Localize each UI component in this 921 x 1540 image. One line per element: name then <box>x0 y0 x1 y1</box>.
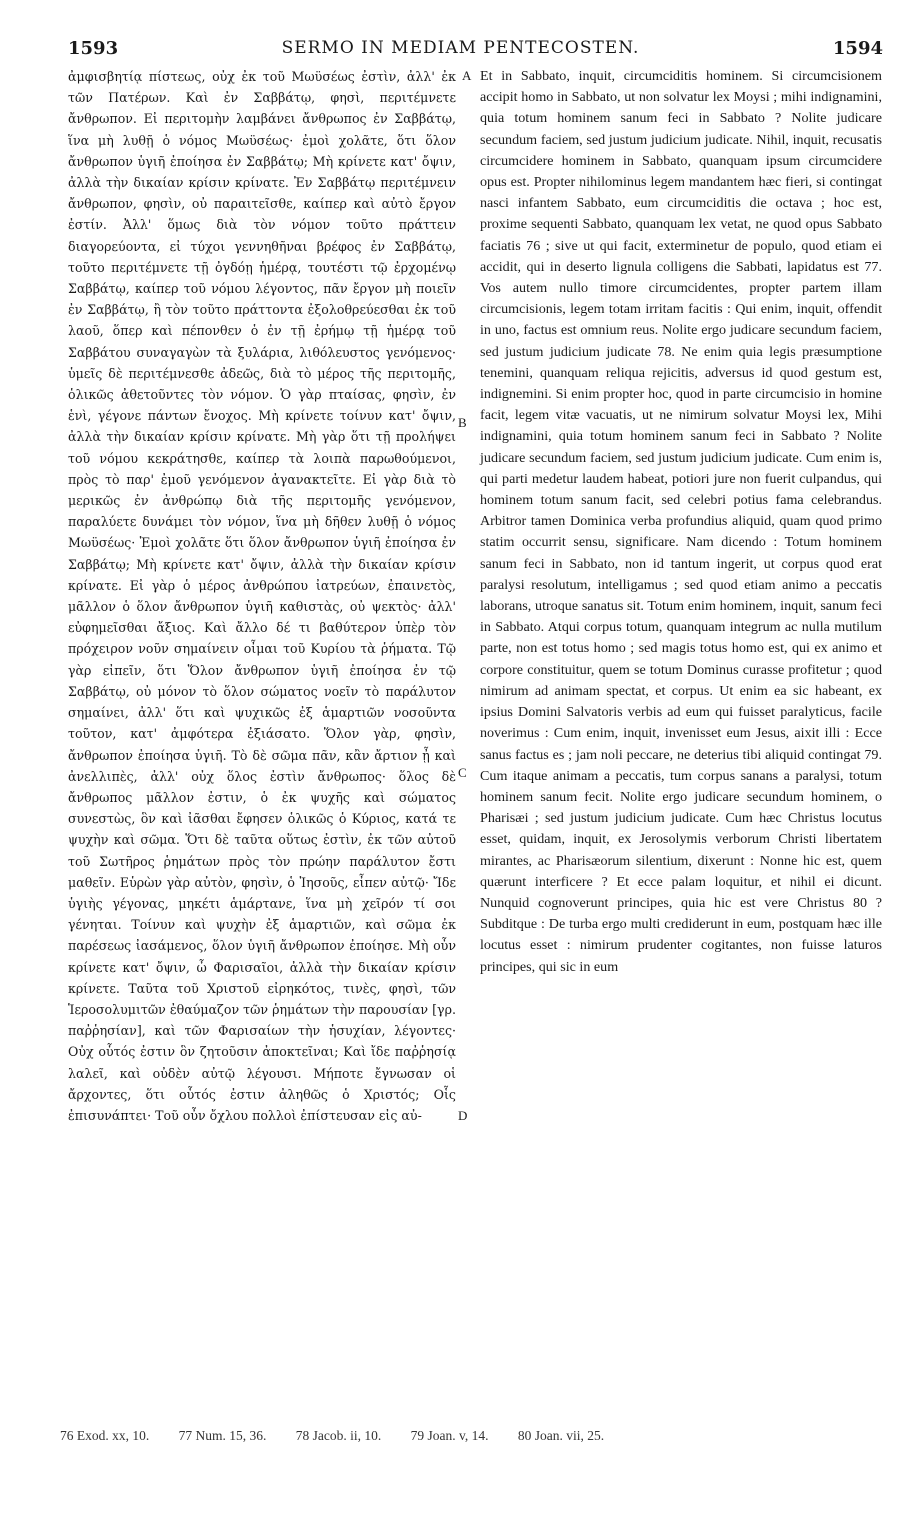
footnote: 79 Joan. v, 14. <box>410 1428 489 1443</box>
page-number-right: 1594 <box>832 38 883 59</box>
page-number-left: 1593 <box>68 38 119 59</box>
margin-mark-c: C <box>458 765 467 780</box>
footnote: 80 Joan. vii, 25. <box>517 1428 605 1443</box>
footnote: 78 Jacob. ii, 10. <box>295 1428 382 1443</box>
margin-mark-b: B <box>458 415 467 430</box>
footnote: 76 Exod. xx, 10. <box>60 1428 150 1443</box>
latin-text-column: Et in Sabbato, inquit, circumciditis hominem. Si circumcisionem accipit homo in Sabbato, ut non solvatur lex Moysi ; mihi indignamini, quia totum hominem sanum feci in Sabbato ? Nolite judicare secundum faciem, sed justum judicium judicate. Nihil, inquit, recusatis circumcidere hominem in Sabbato, quanquam ipsum circumcidere opus est. Propter nihilominus legem mandantem hæc fieri, si contingat nasci infantem Sabbato, eum circumciditis die octava ; hoc est, proxime sequenti Sabbato, quanquam lex vetat, ne quod opus Sabbato faciatis 76 ; sive ut qui facit, exterminetur de populo, quod etiam ei accidit, qui in deserto lignula colligens die Sabbati, lapidatus est 77. Vos autem nullo timore circumcidentes, propter partem illam circumcisionis, legem totam irritam facitis : Qui enim, inquit, offendit in uno, factus est omnium reus. Nolite ergo judicare secundum faciem, sed justum judicium judicate 78. Ne enim quia legis præsumptione tenemini, quanquam reliqua rejicitis, adversus id quod gestum est, indignemini. Si enim propter hoc, quod in parte circumcisio in homine facit, legem vitæ vacuatis, ut ne nimirum solvatur Moysi lex, Mihi indignamini, quia totum hominem sanum feci in Sabbato ? Nolite judicare secundum faciem, sed justum judicium judicate. Cum enim is, qui parti medetur laudem habeat, potiori jure non fuerit culpandus, qui hominem totum sanum facit, sed celebri potius fama celebrandus. Arbitror tamen Dominica verba profundius aliquid, quam quod primo statim occurrit sensu, significare. Nam dicendo : Totum hominem sanum feci in Sabbato, non id tantum ingerit, ut corpus quod erat paralysi resolutum, intelligamus ; sed quod etiam animo a peccatis laborans, utroque sanatus sit. Totum enim hominem, inquit, sanum feci in Sabbato. Atqui corpus totum, quanquam integrum ac nulla mutilum parte, non est totus homo ; sed magis totus homo est, qui ex animo et corpore constituitur, quem se totum Dominus curasse profitetur ; quod nimirum ad animam spectat, et corpus. Ut enim ea sic habeant, ex ipsius Domini Salvatoris verbis ad eum qui fuisset paralyticus, facile noverimus : Cum enim, inquit, invenisset eum Jesus, aixit illi : Ecce sanus factus es ; jam noli peccare, ne deterius tibi aliquid contingat 79. Cum itaque animam a peccatis, tum corpus sanans a paralysi, totum hominem sanum fecit. Nolite ergo judicare secundum hominem, o Pharisæi ; sed justum judicium judicate. Cum hæc Christus locutus esset, quidam, inquit, ex Jerosolymis verborum Christi libertatem mirantes, ac Pharisæorum silentium, dixerunt : Nonne hic est, quem quærunt interficere ? Et ecce palam loquitur, et nihil ei dicunt. Nunquid cognoverunt principes, quia hic est vere Christus 80 ? Subditque : De turba ergo multi crediderunt in eum, postquam hæc ille locutus esset : nimirum prudenter cogitantes, non fuisse laturos principes, qui sic in eum <box>480 68 882 975</box>
margin-mark-a: A <box>462 68 472 83</box>
greek-text-column: ἀμφισβητίᾳ πίστεως, οὐχ ἐκ τοῦ Μωϋσέως ἐστὶν, ἀλλ' ἐκ τῶν Πατέρων. Καὶ ἐν Σαββάτῳ, φησὶ, περιτέμνετε ἄνθρωπον. Εἰ περιτομὴν λαμβάνει ἄνθρωπος ἐν Σαββάτῳ, ἵνα μὴ λυθῇ ὁ νόμος Μωϋσέως· ἐμοὶ χολᾶτε, ὅτι ὅλον ἄνθρωπον ὑγιῆ ἐποίησα ἐν Σαββάτῳ; Μὴ κρίνετε κατ' ὄψιν, ἀλλὰ τὴν δικαίαν κρίσιν κρίνατε. Ἐν Σαββάτῳ περιτέμνειν ἄνθρωπον, φησὶν, οὐ παραιτεῖσθε, καίπερ καὶ αὐτὸ ἔργον ἐστίν. Ἀλλ' ὅμως διὰ τὸν νόμον τοῦτο πράττειν διαγορεύοντα, εἰ τύχοι γεννηθῆναι βρέφος ἐν Σαββάτῳ, τοῦτο περιτέμνετε τῇ ὀγδόῃ ἡμέρᾳ, τουτέστι τῷ ἐρχομένῳ Σαββάτῳ, καίπερ τοῦ νόμου λέγοντος, πᾶν ἔργον μὴ ποιεῖν ἐν Σαββάτῳ, ἢ τὸν τοῦτο πράττοντα ἐξολοθρεύεσθαι ἐκ τοῦ λαοῦ, ὅπερ καὶ πέπονθεν ὁ ἐν τῇ ἐρήμῳ τῇ ἡμέρᾳ τοῦ Σαββάτου συναγαγὼν τὰ ξυλάρια, λιθόλευστος γενόμενος· ὑμεῖς δὲ περιτέμνεσθε ἀδεῶς, διὰ τὸ μέρος τῆς περιτομῆς, ὁλικῶς ἀθετοῦντες τὸν νόμον. Ὁ γὰρ πταίσας, φησὶν, ἐν ἑνὶ, γέγονε πάντων ἔνοχος. Μὴ κρίνετε τοίνυν κατ' ὄψιν, ἀλλὰ τὴν δικαίαν κρίσιν κρίνατε. Μὴ γὰρ ὅτι τῇ προλήψει τοῦ νόμου κεκράτησθε, καίπερ τὰ λοιπὰ παρωθούμενοι, πρὸς τὸ παρ' ἐμοῦ γενόμενον ἀγανακτεῖτε. Εἰ γὰρ διὰ τὸ μερικῶς ἐν ἀνθρώπῳ διὰ τῆς περιτομῆς γενόμενον, παραλύετε δυνάμει τὸν νόμον, ἵνα μὴ δῆθεν λυθῇ ὁ νόμος Μωϋσέως· Ἐμοὶ χολᾶτε ὅτι ὅλον ἄνθρωπον ὑγιῆ ἐποίησα ἐν Σαββάτῳ; Μὴ κρίνετε κατ' ὄψιν, ἀλλὰ τὴν δικαίαν κρίσιν κρίνατε. Εἰ γὰρ ὁ μέρος ἀνθρώπου ἰατρεύων, ἐπαινετὸς, μᾶλλον ὁ ὅλον ἄνθρωπον ὑγιῆ καθιστὰς, οὐ ψεκτὸς· ἀλλ' εὐφημεῖσθαι ἄξιος. Καὶ ἄλλο δέ τι βαθύτερον ὑπὲρ τὸν πρόχειρον νοῦν σημαίνειν οἶμαι τοῦ Κυρίου τὰ ῥήματα. Τῷ γὰρ εἰπεῖν, ὅτι Ὅλον ἄνθρωπον ὑγιῆ ἐποίησα ἐν τῷ Σαββάτῳ, οὐ μόνον τὸ ὅλον σώματος νοεῖν τὸ παράλυτον σημαίνει, ἀλλ' ὅτι καὶ ψυχικῶς ἐξ ἁμαρτιῶν νοσοῦντα τοῦτον, κατ' ἀμφότερα ἐξιάσατο. Ὅλον γὰρ, φησὶν, ἄνθρωπον ἐποίησα ὑγιῆ. Τὸ δὲ σῶμα πᾶν, κἂν ἄρτιον ᾖ καὶ ἀνελλιπὲς, ἀλλ' οὐχ ὅλος ἐστὶν ἄνθρωπος· ὅλος δὲ ἄνθρωπος μᾶλλον ἐστιν, ὁ ἐκ ψυχῆς καὶ σώματος συνεστὼς, ὃν καὶ ἰᾶσθαι ἔφησεν ὁλικῶς ὁ Κύριος, κατά τε ψυχὴν καὶ σῶμα. Ὅτι δὲ ταῦτα οὕτως ἐστὶν, ἐκ τῶν αὐτοῦ τοῦ Σωτῆρος ῥημάτων πρὸς τὸν πρώην παράλυτον ἔστι μαθεῖν. Εὑρὼν γὰρ αὐτὸν, φησὶν, ὁ Ἰησοῦς, εἶπεν αὐτῷ· Ἴδε ὑγιὴς γέγονας, μηκέτι ἁμάρτανε, ἵνα μὴ χεῖρόν τί σοι γένηται. Τοίνυν καὶ ψυχὴν ἐξ ἁμαρτιῶν, καὶ σῶμα ἐκ παρέσεως ἰασάμενος, ὅλον ὑγιῆ ἄνθρωπον ἐποίησε. Μὴ οὖν κρίνετε κατ' ὄψιν, ὦ Φαρισαῖοι, ἀλλὰ τὴν δικαίαν κρίσιν κρίνετε. Ταῦτα τοῦ Χριστοῦ εἰρηκότος, τινὲς, φησὶ, τῶν Ἱεροσολυμιτῶν ἐθαύμαζον τῶν ῥημάτων τὴν παρουσίαν [γρ. παῤῥησίαν], καὶ τῶν Φαρισαίων τὴν ἡσυχίαν, λέγοντες· Οὐχ οὗτός ἐστιν ὃν ζητοῦσιν ἀποκτεῖναι; Καὶ ἴδε παῤῥησίᾳ λαλεῖ, καὶ οὐδὲν αὐτῷ λέγουσι. Μήποτε ἔγνωσαν οἱ ἄρχοντες, ὅτι οὗτός ἐστιν ἀληθῶς ὁ Χριστός; Οἷς ἐπισυνάπτει· Τοῦ οὖν ὄχλου πολλοὶ ἐπίστευσαν εἰς αὐ- <box>68 69 456 1123</box>
footnote: 77 Num. 15, 36. <box>178 1428 267 1443</box>
page-header <box>0 38 921 62</box>
margin-mark-d: D <box>458 1108 468 1123</box>
footnotes <box>60 1428 860 1444</box>
running-title: SERMO IN MEDIAM PENTECOSTEN. <box>281 38 640 58</box>
